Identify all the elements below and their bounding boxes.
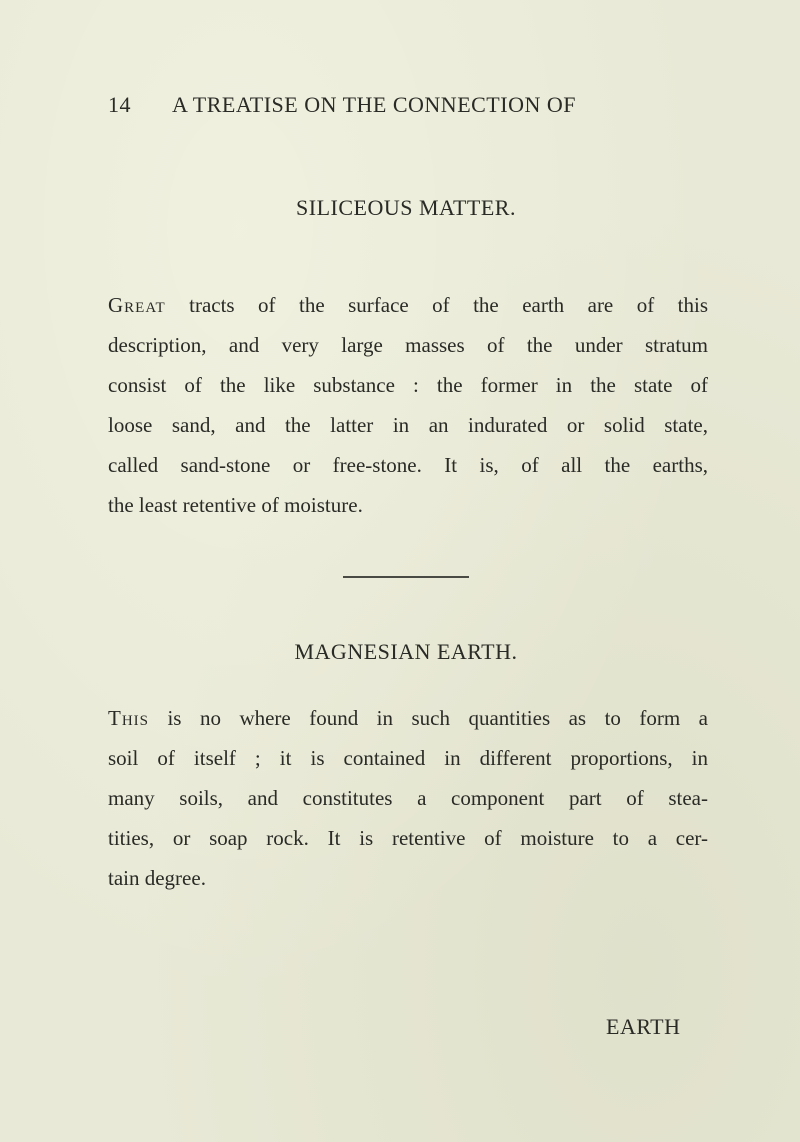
paragraph-magnesian: [108, 698, 708, 898]
section-heading-magnesian: MAGNESIAN EARTH.: [294, 639, 518, 664]
running-title: A TREATISE ON THE CONNECTION OF: [172, 92, 576, 117]
paragraph-line: soil of itself ; it is contained in different proportions, in: [108, 746, 708, 770]
paragraph-line: tain degree.: [108, 866, 206, 890]
paragraph-siliceous: [108, 285, 708, 525]
paragraph-line: many soils, and constitutes a component part of stea-: [108, 786, 708, 810]
page-number: 14: [108, 92, 131, 117]
paragraph-line: Great tracts of the surface of the earth are of this: [108, 293, 708, 317]
paragraph-line: called sand-stone or free-stone. It is, of all the earths,: [108, 453, 708, 477]
catchword: EARTH: [606, 1014, 681, 1039]
paragraph-line: This is no where found in such quantities as to form a: [108, 706, 708, 730]
paragraph-line: loose sand, and the latter in an indurated or solid state,: [108, 413, 708, 437]
section-heading-siliceous: SILICEOUS MATTER.: [296, 195, 516, 220]
paragraph-line: tities, or soap rock. It is retentive of moisture to a cer-: [108, 826, 708, 850]
paragraph-line: description, and very large masses of the under stratum: [108, 333, 708, 357]
paragraph-line: the least retentive of moisture.: [108, 493, 363, 517]
running-head: [108, 92, 708, 122]
lead-word: Great: [108, 293, 166, 317]
section-divider-rule: [343, 576, 469, 578]
paragraph-line: consist of the like substance : the former in the state of: [108, 373, 708, 397]
lead-word: This: [108, 706, 149, 730]
